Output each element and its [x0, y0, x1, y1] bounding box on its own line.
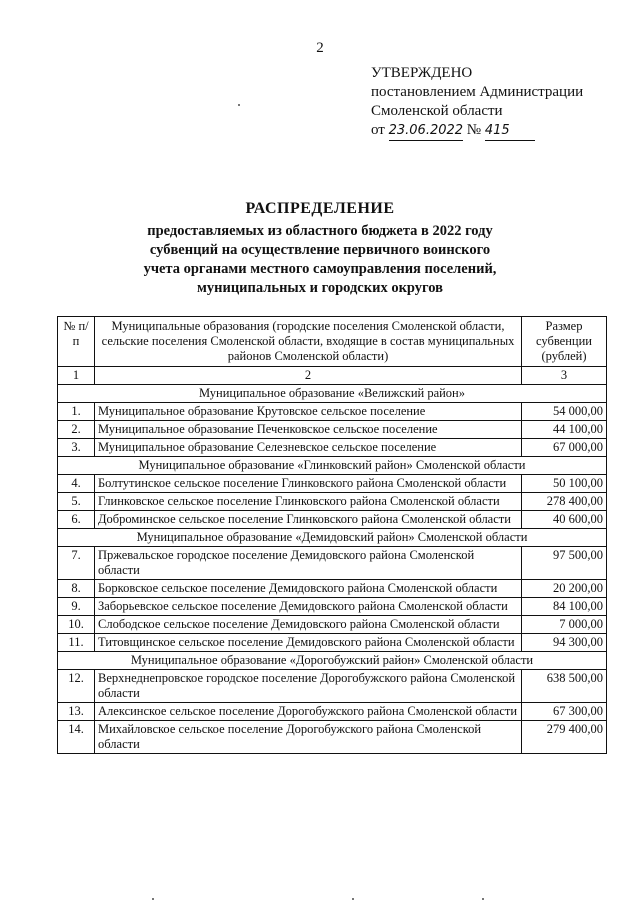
- table-row: [58, 703, 607, 721]
- table-row: [58, 598, 607, 616]
- distribution-table: [57, 316, 607, 754]
- table-row: [58, 721, 607, 754]
- row-number: 2.: [58, 421, 95, 439]
- group-header: [58, 385, 607, 403]
- row-amount: 67 300,00: [522, 703, 607, 721]
- row-amount: 50 100,00: [522, 475, 607, 493]
- group-header: [58, 457, 607, 475]
- header-name: Муниципальные образования (городские поселения Смоленской области, сельские поселения Смоленской области, входящие в состав муниципальных районов Смоленской области): [95, 317, 522, 367]
- row-amount: 40 600,00: [522, 511, 607, 529]
- title-line-2: субвенций на осуществление первичного воинского: [149, 242, 491, 258]
- row-amount: 278 400,00: [522, 493, 607, 511]
- row-number: 6.: [58, 511, 95, 529]
- row-name: Муниципальное образование Крутовское сельское поселение: [95, 403, 522, 421]
- group-title: Муниципальное образование «Дорогобужский район» Смоленской области: [58, 652, 607, 670]
- col-number: 2: [95, 367, 522, 385]
- row-amount: 279 400,00: [522, 721, 607, 754]
- row-number: 12.: [58, 670, 95, 703]
- scan-speck: [152, 898, 154, 900]
- row-name: Верхнеднепровское городское поселение Дорогобужского района Смоленской области: [95, 670, 522, 703]
- approval-line-2: постановлением Администрации: [371, 84, 584, 100]
- table-row: [58, 493, 607, 511]
- table-row: [58, 439, 607, 457]
- row-amount: 54 000,00: [522, 403, 607, 421]
- scan-speck: [352, 898, 354, 900]
- date-prefix: от: [371, 122, 385, 138]
- group-header: [58, 652, 607, 670]
- document-title: [0, 200, 640, 298]
- row-amount: 67 000,00: [522, 439, 607, 457]
- row-number: 5.: [58, 493, 95, 511]
- row-amount: 44 100,00: [522, 421, 607, 439]
- table-row: [58, 547, 607, 580]
- row-number: 13.: [58, 703, 95, 721]
- row-amount: 97 500,00: [522, 547, 607, 580]
- approval-line-3: Смоленской области: [371, 103, 503, 119]
- header-num: № п/п: [58, 317, 95, 367]
- scan-speck: [482, 898, 484, 900]
- table-row: [58, 403, 607, 421]
- row-name: Доброминское сельское поселение Глинковского района Смоленской области: [95, 511, 522, 529]
- approval-date-line: [371, 121, 583, 141]
- row-number: 3.: [58, 439, 95, 457]
- row-name: Муниципальное образование Печенковское сельское поселение: [95, 421, 522, 439]
- row-name: Пржевальское городское поселение Демидовского района Смоленской области: [95, 547, 522, 580]
- col-number: 1: [58, 367, 95, 385]
- approval-number: 415: [485, 121, 535, 141]
- header-amount: Размер субвенции (рублей): [522, 317, 607, 367]
- row-name: Титовщинское сельское поселение Демидовского района Смоленской области: [95, 634, 522, 652]
- row-name: Муниципальное образование Селезневское сельское поселение: [95, 439, 522, 457]
- row-name: Заборьевское сельское поселение Демидовского района Смоленской области: [95, 598, 522, 616]
- title-main: РАСПРЕДЕЛЕНИЕ: [245, 200, 395, 217]
- group-title: Муниципальное образование «Велижский район»: [58, 385, 607, 403]
- title-line-1: предоставляемых из областного бюджета в 2022 году: [147, 223, 493, 239]
- row-name: Михайловское сельское поселение Дорогобужского района Смоленской области: [95, 721, 522, 754]
- title-line-4: муниципальных и городских округов: [196, 280, 443, 296]
- row-number: 11.: [58, 634, 95, 652]
- row-number: 7.: [58, 547, 95, 580]
- table-row: [58, 475, 607, 493]
- row-name: Слободское сельское поселение Демидовского района Смоленской области: [95, 616, 522, 634]
- table-header-row: [58, 317, 607, 367]
- row-name: Болтутинское сельское поселение Глинковского района Смоленской области: [95, 475, 522, 493]
- group-title: Муниципальное образование «Демидовский район» Смоленской области: [58, 529, 607, 547]
- table-row: [58, 421, 607, 439]
- approval-date: 23.06.2022: [389, 121, 463, 141]
- row-number: 10.: [58, 616, 95, 634]
- row-number: 1.: [58, 403, 95, 421]
- approval-stamp: [371, 64, 583, 141]
- table-row: [58, 670, 607, 703]
- row-amount: 7 000,00: [522, 616, 607, 634]
- row-amount: 20 200,00: [522, 580, 607, 598]
- table-row: [58, 511, 607, 529]
- row-number: 8.: [58, 580, 95, 598]
- row-name: Глинковское сельское поселение Глинковского района Смоленской области: [95, 493, 522, 511]
- table-row: [58, 634, 607, 652]
- approval-line-1: УТВЕРЖДЕНО: [371, 65, 473, 81]
- group-header: [58, 529, 607, 547]
- col-number: 3: [522, 367, 607, 385]
- group-title: Муниципальное образование «Глинковский район» Смоленской области: [58, 457, 607, 475]
- row-name: Алексинское сельское поселение Дорогобужского района Смоленской области: [95, 703, 522, 721]
- row-number: 14.: [58, 721, 95, 754]
- table-row: [58, 616, 607, 634]
- row-number: 9.: [58, 598, 95, 616]
- column-number-row: [58, 367, 607, 385]
- row-amount: 84 100,00: [522, 598, 607, 616]
- row-amount: 94 300,00: [522, 634, 607, 652]
- table-row: [58, 580, 607, 598]
- row-amount: 638 500,00: [522, 670, 607, 703]
- page-number: 2: [316, 40, 324, 56]
- number-prefix: №: [466, 122, 482, 138]
- title-line-3: учета органами местного самоуправления поселений,: [143, 261, 497, 277]
- scan-speck: [238, 104, 240, 106]
- row-number: 4.: [58, 475, 95, 493]
- row-name: Борковское сельское поселение Демидовского района Смоленской области: [95, 580, 522, 598]
